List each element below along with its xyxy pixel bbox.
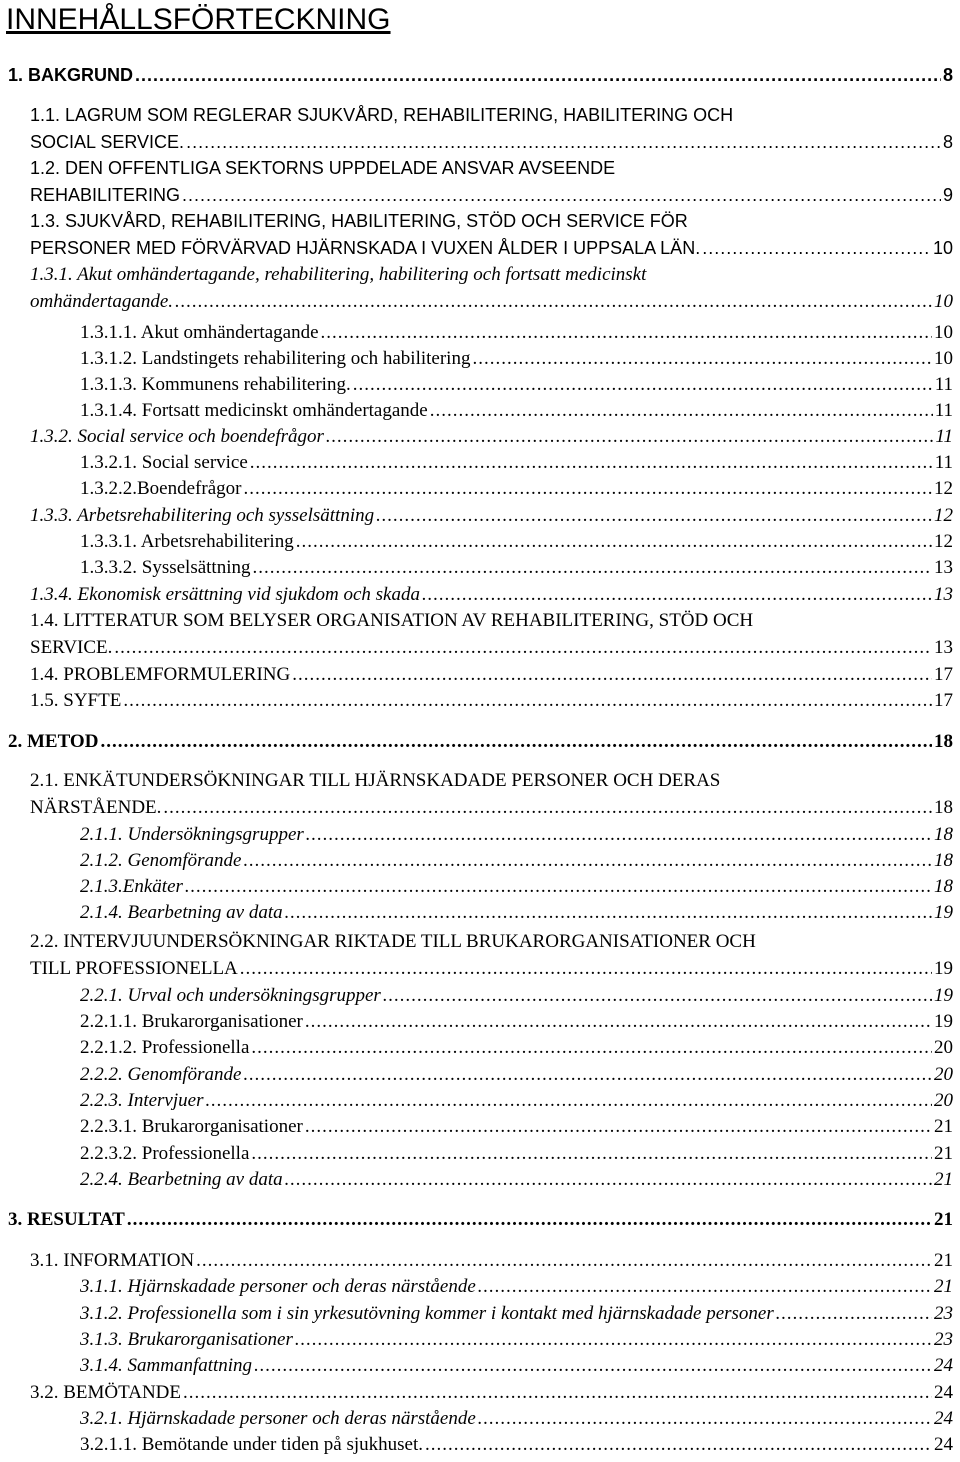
toc-entry-text: 2.1.1. Undersökningsgrupper (80, 824, 304, 845)
toc-leader-dots (240, 956, 932, 982)
toc-entry-line (30, 424, 953, 450)
toc-page-number: 18 (934, 824, 953, 845)
toc-entry-text: 3.1.3. Brukarorganisationer (80, 1329, 293, 1350)
toc-leader-dots (305, 1009, 932, 1035)
toc-page-number: 18 (934, 731, 953, 752)
toc-leader-dots (702, 235, 931, 261)
toc-page-number: 11 (934, 400, 953, 421)
toc-entry-line (80, 320, 953, 346)
toc-page-number: 21 (934, 1209, 953, 1230)
toc-entry-text: 1.3.2.1. Social service (80, 452, 248, 473)
toc-entry-line (80, 1088, 953, 1114)
toc-entry-line (80, 874, 953, 900)
toc-entry-line (8, 729, 953, 755)
toc-entry-text: 3.2.1.1. Bemötande under tiden på sjukhuset. (80, 1434, 423, 1455)
toc-leader-dots (100, 729, 932, 755)
toc-entry-text: 3.2. BEMÖTANDE (30, 1382, 181, 1403)
toc-page-number: 10 (934, 348, 953, 369)
toc-entry-text: 2.2. INTERVJUUNDERSÖKNINGAR RIKTADE TILL BRUKARORGANISATIONER OCH (30, 931, 756, 952)
toc-entry-text: TILL PROFESSIONELLA (30, 958, 238, 979)
toc-entry-text: 1.5. SYFTE (30, 690, 122, 711)
toc-page-number: 21 (934, 1143, 953, 1164)
toc-leader-dots (305, 1114, 932, 1140)
toc-page-number: 21 (934, 1250, 953, 1271)
toc-page-number: 10 (934, 291, 953, 312)
toc-entry-text: 1.3.2. Social service och boendefrågor (30, 426, 324, 447)
toc-page-number: 12 (934, 505, 953, 526)
toc-page-number: 18 (934, 797, 953, 818)
toc-page-number: 11 (935, 426, 953, 447)
toc-leader-dots (243, 1062, 932, 1088)
toc-entry-text: 3. RESULTAT (8, 1209, 125, 1230)
toc-entry-line (80, 848, 953, 874)
toc-leader-dots (163, 795, 932, 821)
toc-entry-line (80, 1035, 953, 1061)
toc-page-number: 18 (934, 850, 953, 871)
toc-entry-text: 1.4. LITTERATUR SOM BELYSER ORGANISATION AV REHABILITERING, STÖD OCH (30, 610, 754, 631)
toc-page-number: 24 (934, 1434, 953, 1455)
toc-page-number: 10 (932, 238, 953, 258)
toc-page-number: 17 (934, 664, 953, 685)
toc-entry-line (30, 289, 953, 315)
toc-leader-dots (196, 1248, 932, 1274)
toc-entry-text: 1.3.1.3. Kommunens rehabilitering. (80, 374, 351, 395)
toc-entry-text: 2.2.1.1. Brukarorganisationer (80, 1011, 303, 1032)
toc-entry-line (30, 956, 953, 982)
toc-entry-text: omhändertagande. (30, 291, 174, 312)
toc-entry-text: 1.3.2.2.Boendefrågor (80, 478, 242, 499)
toc-entry-text: 3.2.1. Hjärnskadade personer och deras närstående (80, 1408, 476, 1429)
toc-entry-line (30, 635, 953, 661)
toc-page-number: 23 (934, 1303, 953, 1324)
toc-entry-text: PERSONER MED FÖRVÄRVAD HJÄRNSKADA I VUXEN ÅLDER I UPPSALA LÄN. (30, 238, 701, 258)
toc-entry-line (80, 1141, 953, 1167)
toc-page-number: 8 (942, 65, 953, 85)
toc-entry-line (80, 1167, 953, 1193)
toc-entry-line (80, 476, 953, 502)
toc-entry-line (30, 688, 953, 714)
toc-entry-text: 1. BAKGRUND (8, 65, 134, 85)
toc-entry-line (80, 1353, 953, 1379)
toc-entry-line (30, 262, 953, 288)
toc-leader-dots (285, 1167, 932, 1193)
toc-entry-text: 2.1.4. Bearbetning av data (80, 902, 283, 923)
toc-leader-dots (123, 688, 932, 714)
toc-leader-dots (478, 1274, 932, 1300)
toc-entry-line (80, 555, 953, 581)
toc-entry-line (80, 1009, 953, 1035)
toc-page-number: 11 (934, 452, 953, 473)
toc-leader-dots (185, 874, 932, 900)
toc-entry-text: 2.2.3.2. Professionella (80, 1143, 250, 1164)
toc-leader-dots (252, 555, 932, 581)
toc-entry-line (30, 182, 953, 208)
toc-entry-line (80, 372, 953, 398)
toc-page-number: 19 (934, 902, 953, 923)
toc-entry-line (30, 929, 953, 955)
toc-leader-dots (254, 1353, 932, 1379)
toc-leader-dots (251, 1035, 932, 1061)
toc-entry-line (8, 1207, 953, 1233)
toc-entry-text: 1.3.1.1. Akut omhändertagande (80, 322, 319, 343)
toc-page-number: 24 (934, 1408, 953, 1429)
toc-entry-line (80, 346, 953, 372)
toc-entry-line (80, 900, 953, 926)
toc-page-number: 20 (934, 1064, 953, 1085)
toc-entry-line (30, 795, 953, 821)
toc-leader-dots (182, 182, 941, 208)
toc-page-number: 12 (934, 478, 953, 499)
toc-entry-text: 1.4. PROBLEMFORMULERING (30, 664, 291, 685)
toc-entry-line (30, 768, 953, 794)
toc-leader-dots (186, 129, 941, 155)
toc-entry-text: 2.2.2. Genomförande (80, 1064, 242, 1085)
toc-page-number: 13 (934, 557, 953, 578)
toc-leader-dots (383, 983, 932, 1009)
toc-entry-line (80, 1062, 953, 1088)
toc-leader-dots (376, 503, 932, 529)
toc-leader-dots (430, 398, 933, 424)
toc-entry-text: SERVICE. (30, 637, 113, 658)
toc-entry-line (80, 1301, 953, 1327)
toc-leader-dots (296, 529, 932, 555)
toc-entry-text: 1.3.3. Arbetsrehabilitering och sysselsättning (30, 505, 375, 526)
toc-entry-line (30, 608, 953, 634)
toc-leader-dots (326, 424, 934, 450)
toc-entry-text: NÄRSTÅENDE. (30, 797, 162, 818)
toc-leader-dots (135, 62, 941, 88)
toc-leader-dots (205, 1088, 932, 1114)
toc-entry-line (80, 1406, 953, 1432)
toc-entry-text: 2.1.3.Enkäter (80, 876, 183, 897)
toc-entry-line (80, 1114, 953, 1140)
toc-entry-text: 2. METOD (8, 731, 99, 752)
toc-page-number: 8 (942, 132, 953, 152)
toc-leader-dots (114, 635, 932, 661)
toc-leader-dots (295, 1327, 932, 1353)
toc-entry-text: 1.1. LAGRUM SOM REGLERAR SJUKVÅRD, REHABILITERING, HABILITERING OCH (30, 105, 734, 125)
toc-entry-line (30, 662, 953, 688)
toc-leader-dots (321, 320, 932, 346)
toc-page-number: 17 (934, 690, 953, 711)
toc-page-number: 13 (934, 637, 953, 658)
toc-entry-text: 2.2.4. Bearbetning av data (80, 1169, 283, 1190)
toc-entry-text: 2.1. ENKÄTUNDERSÖKNINGAR TILL HJÄRNSKADADE PERSONER OCH DERAS (30, 770, 721, 791)
toc-leader-dots (127, 1207, 932, 1233)
toc-page-number: 19 (934, 985, 953, 1006)
toc-entry-line (80, 450, 953, 476)
toc-entry-text: 1.3. SJUKVÅRD, REHABILITERING, HABILITERING, STÖD OCH SERVICE FÖR (30, 211, 688, 231)
toc-entry-text: 2.1.2. Genomförande (80, 850, 242, 871)
toc-leader-dots (243, 848, 932, 874)
toc-leader-dots (243, 476, 932, 502)
toc-entry-line (30, 102, 953, 128)
toc-entry-text: 2.2.3.1. Brukarorganisationer (80, 1116, 303, 1137)
toc-entry-text: 1.3.3.2. Sysselsättning (80, 557, 251, 578)
toc-entry-line (80, 529, 953, 555)
toc-entry-text: 3.1. INFORMATION (30, 1250, 195, 1271)
toc-entry-line (30, 208, 953, 234)
toc-entry-line (30, 235, 953, 261)
toc-entry-line (30, 503, 953, 529)
toc-page-number: 13 (934, 584, 953, 605)
toc-entry-line (80, 1327, 953, 1353)
toc-leader-dots (478, 1406, 932, 1432)
toc-leader-dots (285, 900, 932, 926)
toc-leader-dots (175, 289, 932, 315)
toc-entry-line (80, 1432, 953, 1458)
toc-leader-dots (292, 662, 932, 688)
toc-page-number: 19 (934, 1011, 953, 1032)
toc-page-number: 20 (934, 1090, 953, 1111)
toc-entry-text: 3.1.2. Professionella som i sin yrkesutövning kommer i kontakt med hjärnskadade personer (80, 1303, 774, 1324)
toc-entry-text: 3.1.4. Sammanfattning (80, 1355, 253, 1376)
toc-entry-line (80, 822, 953, 848)
toc-entry-line (30, 129, 953, 155)
toc-page-number: 19 (934, 958, 953, 979)
toc-entry-text: 1.2. DEN OFFENTLIGA SEKTORNS UPPDELADE ANSVAR AVSEENDE (30, 158, 616, 178)
toc-page-number: 21 (934, 1169, 953, 1190)
toc-entry-line (80, 983, 953, 1009)
toc-leader-dots (422, 582, 932, 608)
toc-leader-dots (776, 1301, 932, 1327)
toc-leader-dots (472, 346, 932, 372)
toc-entry-text: 1.3.3.1. Arbetsrehabilitering (80, 531, 294, 552)
toc-page-number: 21 (934, 1116, 953, 1137)
toc-entry-text: 1.3.1. Akut omhändertagande, rehabilitering, habilitering och fortsatt medicinskt (30, 264, 647, 285)
toc-entry-text: 2.2.1. Urval och undersökningsgrupper (80, 985, 381, 1006)
toc-entry-text: 2.2.3. Intervjuer (80, 1090, 204, 1111)
toc-leader-dots (250, 450, 933, 476)
toc-entry-line (30, 155, 953, 181)
toc-entry-line (30, 1248, 953, 1274)
toc-page-number: 10 (934, 322, 953, 343)
toc-leader-dots (183, 1380, 932, 1406)
toc-entry-text: 3.1.1. Hjärnskadade personer och deras närstående (80, 1276, 476, 1297)
toc-entry-line (30, 582, 953, 608)
toc-page-number: 21 (934, 1276, 953, 1297)
toc-page-number: 24 (934, 1382, 953, 1403)
toc-page-number: 18 (934, 876, 953, 897)
page-title: INNEHÅLLSFÖRTECKNING (6, 3, 391, 36)
toc-leader-dots (251, 1141, 932, 1167)
toc-entry-text: 1.3.4. Ekonomisk ersättning vid sjukdom och skada (30, 584, 420, 605)
toc-entry-text: SOCIAL SERVICE. (30, 132, 185, 152)
toc-entry-line (8, 62, 953, 88)
toc-page-number: 23 (934, 1329, 953, 1350)
toc-page-number: 11 (934, 374, 953, 395)
toc-leader-dots (306, 822, 932, 848)
toc-entry-text: REHABILITERING (30, 185, 181, 205)
toc-page-number: 20 (934, 1037, 953, 1058)
toc-leader-dots (425, 1432, 932, 1458)
toc-entry-text: 1.3.1.2. Landstingets rehabilitering och habilitering (80, 348, 471, 369)
toc-entry-line (80, 1274, 953, 1300)
toc-page-number: 9 (942, 185, 953, 205)
toc-entry-text: 1.3.1.4. Fortsatt medicinskt omhändertagande (80, 400, 428, 421)
toc-entry-line (30, 1380, 953, 1406)
toc-page-number: 12 (934, 531, 953, 552)
toc-page-number: 24 (934, 1355, 953, 1376)
toc-leader-dots (353, 372, 933, 398)
toc-entry-text: 2.2.1.2. Professionella (80, 1037, 250, 1058)
toc-entry-line (80, 398, 953, 424)
